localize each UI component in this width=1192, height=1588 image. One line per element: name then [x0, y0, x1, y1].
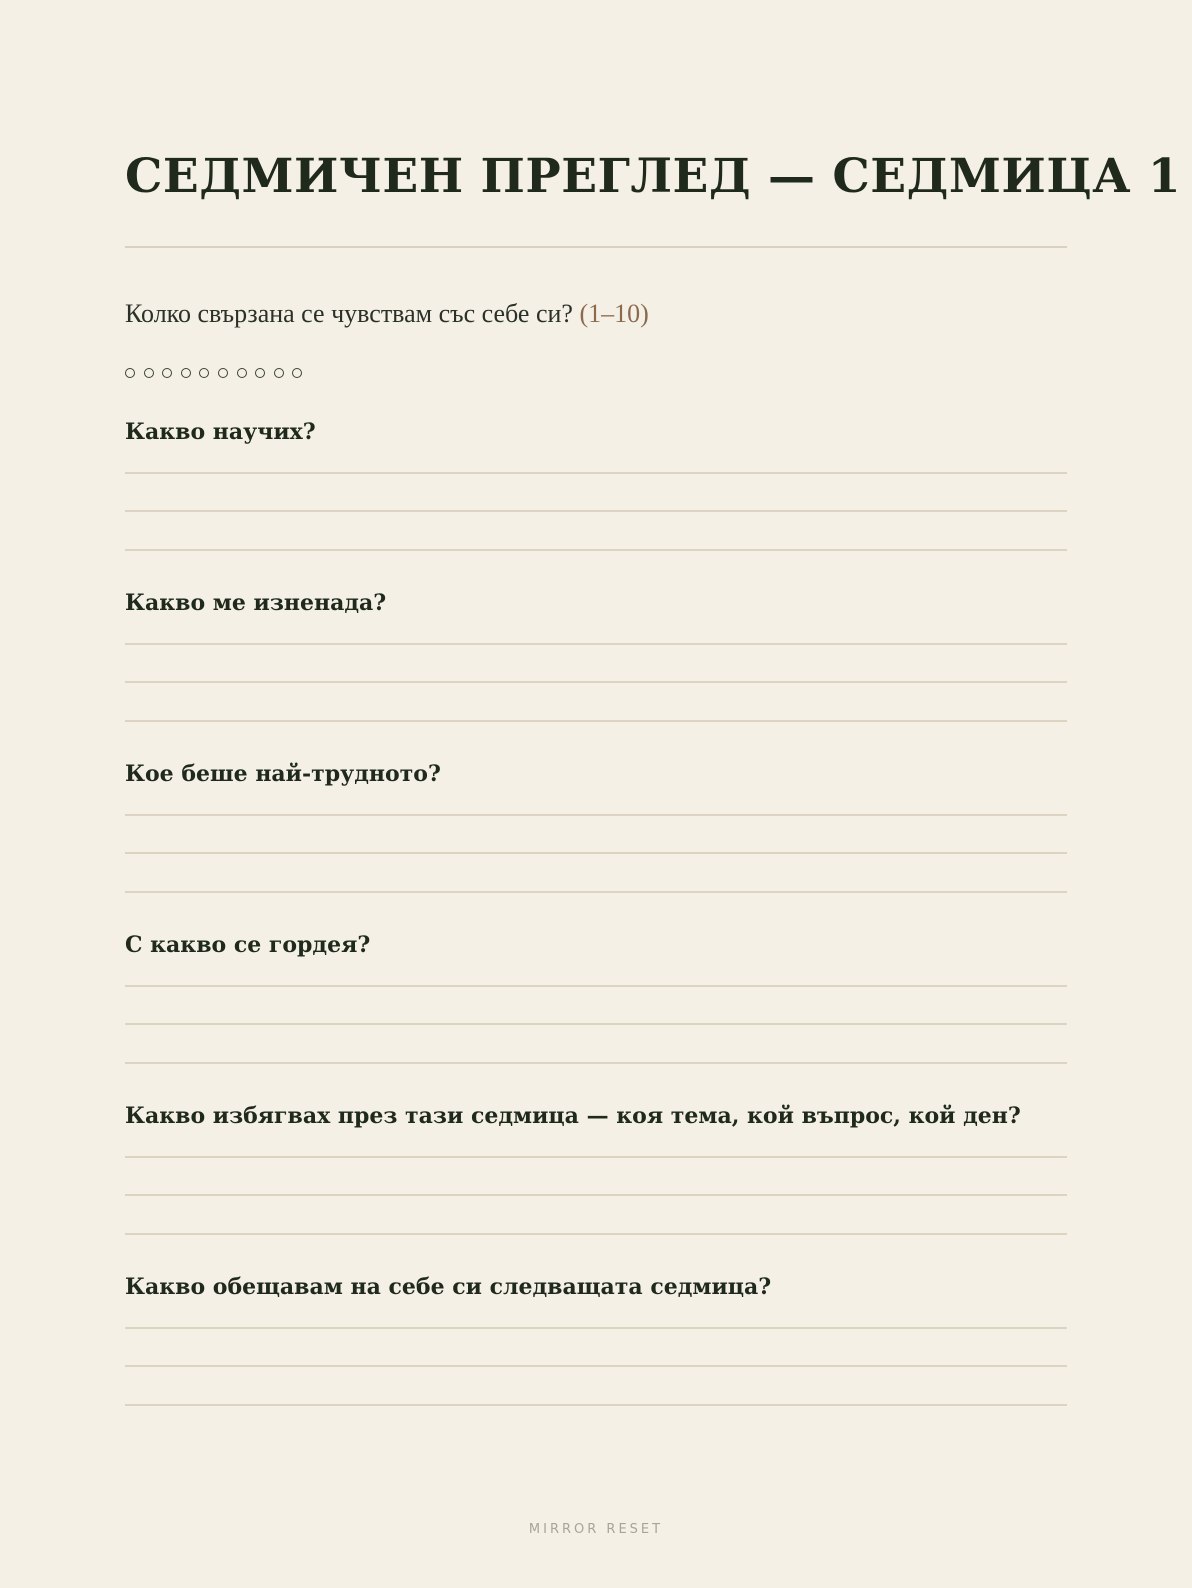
answer-line[interactable]: [125, 1233, 1067, 1235]
section-question: Кое беше най-трудното?: [125, 761, 441, 787]
rating-option-6[interactable]: [218, 368, 228, 378]
section-question: С какво се гордея?: [125, 932, 371, 958]
rating-option-4[interactable]: [181, 368, 191, 378]
rating-option-7[interactable]: [237, 368, 247, 378]
rating-option-2[interactable]: [144, 368, 154, 378]
section-question: Какво научих?: [125, 419, 316, 445]
section-question: Какво обещавам на себе си следващата седмица?: [125, 1274, 772, 1300]
answer-line[interactable]: [125, 1327, 1067, 1329]
page-title: СЕДМИЧЕН ПРЕГЛЕД — СЕДМИЦА 1: [125, 149, 1182, 204]
answer-line[interactable]: [125, 891, 1067, 893]
answer-line[interactable]: [125, 720, 1067, 722]
rating-range: (1–10): [579, 299, 649, 328]
answer-line[interactable]: [125, 472, 1067, 474]
section-question: Какво ме изненада?: [125, 590, 387, 616]
rating-option-10[interactable]: [292, 368, 302, 378]
footer-brand: MIRROR RESET: [528, 1522, 664, 1537]
answer-line[interactable]: [125, 1062, 1067, 1064]
section-question: Какво избягвах през тази седмица — коя тема, кой въпрос, кой ден?: [125, 1103, 1021, 1129]
answer-line[interactable]: [125, 852, 1067, 854]
rating-option-5[interactable]: [199, 368, 209, 378]
answer-line[interactable]: [125, 510, 1067, 512]
answer-line[interactable]: [125, 985, 1067, 987]
rating-question-text: Колко свързана се чувствам със себе си?: [125, 299, 573, 328]
rating-scale: [125, 368, 302, 378]
answer-line[interactable]: [125, 643, 1067, 645]
answer-line[interactable]: [125, 1404, 1067, 1406]
rating-option-3[interactable]: [162, 368, 172, 378]
answer-line[interactable]: [125, 681, 1067, 683]
answer-line[interactable]: [125, 1365, 1067, 1367]
rating-option-1[interactable]: [125, 368, 135, 378]
rating-option-8[interactable]: [255, 368, 265, 378]
title-divider: [125, 246, 1067, 248]
answer-line[interactable]: [125, 1156, 1067, 1158]
answer-line[interactable]: [125, 814, 1067, 816]
rating-option-9[interactable]: [274, 368, 284, 378]
rating-question: [125, 296, 649, 332]
answer-line[interactable]: [125, 1194, 1067, 1196]
answer-line[interactable]: [125, 1023, 1067, 1025]
answer-line[interactable]: [125, 549, 1067, 551]
